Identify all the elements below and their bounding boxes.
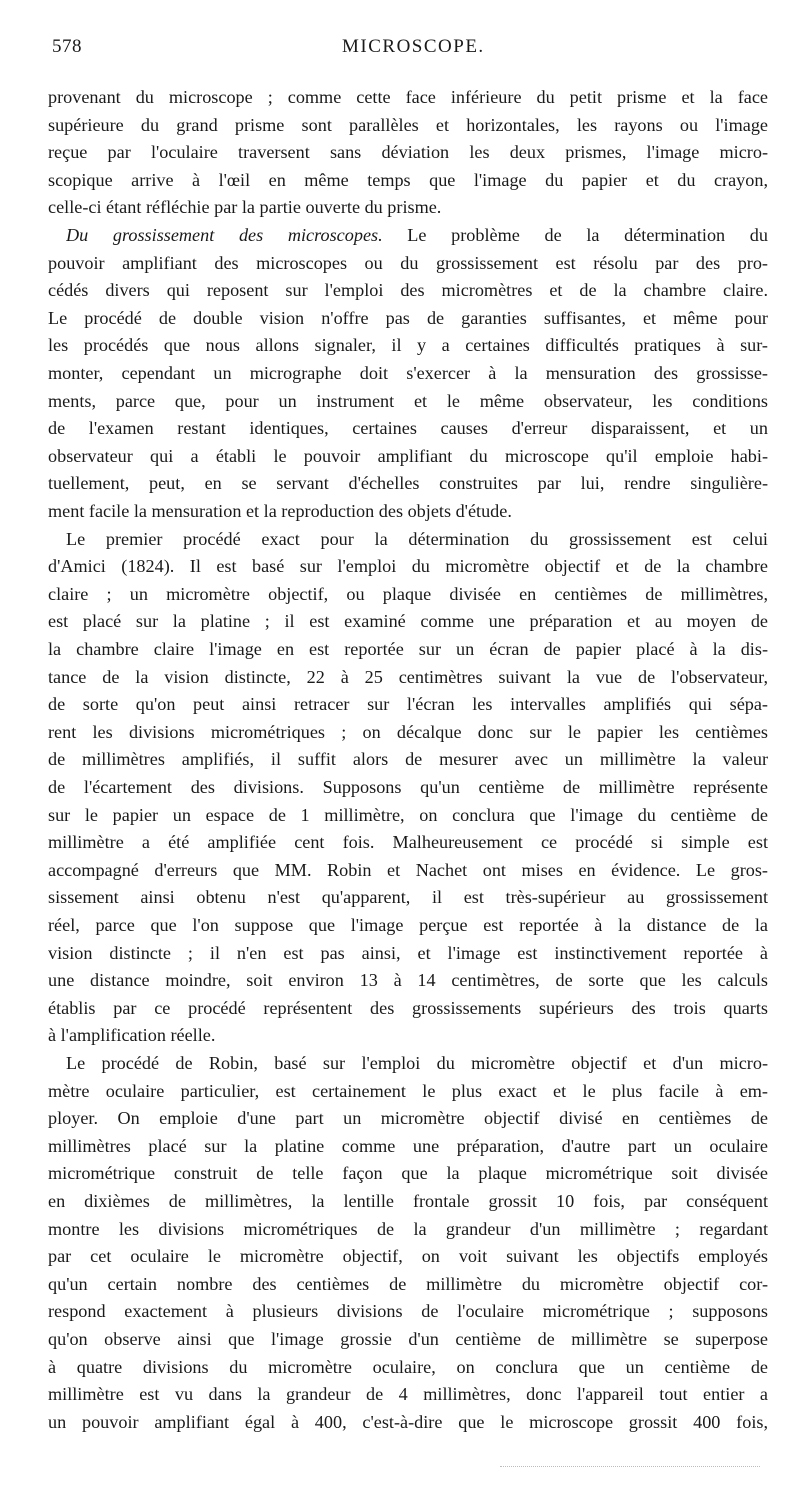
line-text: accompagné d'erreurs que MM. Robin et Nachet ont mises en évidence. Le gros- [48, 859, 768, 880]
text-line [48, 802, 768, 831]
line-text: réel, parce que l'on suppose que l'image perçue est reportée à la distance de la [48, 915, 768, 935]
text-line [48, 1216, 768, 1245]
line-text: vision distincte ; il n'en est pas ainsi, et l'image est instinctivement reportée à [48, 942, 768, 963]
line-text: Le procédé de Robin, basé sur l'emploi du micromètre objectif et d'un micro- [66, 1053, 768, 1073]
text-line [48, 84, 768, 113]
line-text: millimètre a été amplifiée cent fois. Malheureusement ce procédé si simple est [48, 832, 768, 853]
line-text: Le premier procédé exact pour la détermination du grossissement est celui [66, 528, 768, 549]
text-line [48, 305, 768, 334]
text-line [66, 526, 768, 555]
line-text: par cet oculaire le micromètre objectif, on voit suivant les objectifs employés [48, 1246, 768, 1267]
text-line [48, 470, 768, 499]
text-line [48, 1078, 768, 1107]
text-line [48, 1298, 768, 1327]
text-line [48, 388, 768, 417]
text-line [48, 1022, 768, 1051]
line-text: ment facile la mensuration et la reproduction des objets d'étude. [48, 501, 512, 521]
line-text: est placé sur la platine ; il est examiné comme une préparation et au moyen de [48, 611, 768, 632]
line-text: de l'examen restant identiques, certaines causes d'erreur disparaissent, et un [48, 418, 768, 439]
text-line [48, 1271, 768, 1300]
text-line [48, 194, 768, 223]
line-text: claire ; un micromètre objectif, ou plaque divisée en centièmes de millimètres, [48, 583, 768, 604]
text-line [48, 857, 768, 886]
line-text: celle-ci étant réfléchie par la partie ouverte du prisme. [48, 197, 442, 218]
line-text: supérieure du grand prisme sont parallèles et horizontales, les rayons ou l'image [48, 114, 768, 135]
line-text: monter, cependant un micrographe doit s'exercer à la mensuration des grossisse- [48, 363, 768, 383]
text-line [48, 912, 768, 941]
line-text: micrométrique construit de telle façon que la plaque micrométrique soit divisée [48, 1163, 768, 1184]
line-text: tance de la vision distincte, 22 à 25 centimètres suivant la vue de l'observateur, [48, 666, 768, 687]
text-line [48, 112, 768, 141]
line-text: établis par ce procédé représentent des grossissements supérieurs des trois quarts [48, 997, 768, 1018]
line-text: tuellement, peut, en se servant d'échelles construites par lui, rendre singulière- [48, 473, 768, 494]
line-text: millimètres placé sur la platine comme une préparation, d'autre part un oculaire [48, 1135, 768, 1156]
text-line [48, 443, 768, 472]
line-text: la chambre claire l'image en est reportée sur un écran de papier placé à la dis- [48, 639, 768, 659]
line-text: respond exactement à plusieurs divisions de l'oculaire micrométrique ; supposons [48, 1301, 768, 1322]
line-text: les procédés que nous allons signaler, il y a certaines difficultés pratiques à sur- [48, 335, 768, 356]
text-line [48, 332, 768, 361]
text-line [66, 222, 768, 251]
line-text: de millimètres amplifiés, il suffit alors de mesurer avec un millimètre la valeur [48, 749, 768, 770]
text-line [48, 1326, 768, 1355]
line-text: pouvoir amplifiant des microscopes ou du grossissement est résolu par des pro- [48, 252, 768, 273]
line-text: sissement ainsi obtenu n'est qu'apparent, il est très-supérieur au grossissement [48, 887, 768, 908]
line-text: reçue par l'oculaire traversent sans déviation les deux prismes, l'image micro- [48, 142, 768, 163]
text-line [48, 553, 768, 582]
line-text: observateur qui a établi le pouvoir amplifiant du microscope qu'il emploie habi- [48, 445, 768, 466]
running-title: MICROSCOPE. [342, 36, 485, 57]
text-line [48, 1381, 768, 1410]
text-line [48, 250, 768, 279]
line-text: montre les divisions micrométriques de la grandeur d'un millimètre ; regardant [48, 1218, 768, 1239]
text-line [48, 1243, 768, 1272]
line-text: à quatre divisions du micromètre oculaire, on conclura que un centième de [48, 1356, 768, 1377]
line-text: d'Amici (1824). Il est basé sur l'emploi du micromètre objectif et de la chambre [48, 556, 768, 577]
text-line [66, 1050, 768, 1079]
text-line [48, 360, 768, 389]
line-text: Le problème de la détermination du [382, 225, 768, 245]
line-text: sur le papier un espace de 1 millimètre, on conclura que l'image du centième de [48, 804, 768, 825]
line-text: un pouvoir amplifiant égal à 400, c'est-à-dire que le microscope grossit 400 fois, [48, 1411, 768, 1432]
text-line [48, 1133, 768, 1162]
text-line [48, 167, 768, 196]
line-text: de sorte qu'on peut ainsi retracer sur l'écran les intervalles amplifiés qui sépa- [48, 694, 768, 715]
text-line [48, 498, 768, 527]
text-line [48, 1160, 768, 1189]
footer-marks [500, 1466, 760, 1473]
text-line [48, 608, 768, 637]
text-line [48, 1188, 768, 1217]
line-text: cédés divers qui reposent sur l'emploi des micromètres et de la chambre claire. [48, 280, 768, 301]
text-line [48, 829, 768, 858]
text-line [48, 719, 768, 748]
text-line [48, 967, 768, 996]
line-text: mètre oculaire particulier, est certainement le plus exact et le plus facile à em- [48, 1080, 768, 1101]
line-text: une distance moindre, soit environ 13 à 14 centimètres, de sorte que les calculs [48, 970, 768, 991]
text-line [48, 1105, 768, 1134]
text-line [48, 664, 768, 693]
line-text: de l'écartement des divisions. Supposons qu'un centième de millimètre représente [48, 777, 768, 797]
text-line [48, 277, 768, 306]
section-heading: Du grossissement des microscopes. [66, 225, 383, 245]
text-line [48, 884, 768, 913]
line-text: millimètre est vu dans la grandeur de 4 millimètres, donc l'appareil tout entier a [48, 1384, 768, 1405]
text-line [48, 636, 768, 665]
text-line [48, 1409, 768, 1438]
line-text: Le procédé de double vision n'offre pas de garanties suffisantes, et même pour [48, 307, 768, 328]
line-text: rent les divisions micrométriques ; on décalque donc sur le papier les centièmes [48, 721, 768, 742]
page-header [52, 36, 772, 68]
text-line [48, 746, 768, 775]
line-text: en dixièmes de millimètres, la lentille frontale grossit 10 fois, par conséquent [48, 1191, 768, 1211]
page-number: 578 [52, 36, 82, 57]
line-text: provenant du microscope ; comme cette face inférieure du petit prisme et la face [48, 87, 768, 107]
line-text: qu'on observe ainsi que l'image grossie d'un centième de millimètre se superpose [48, 1329, 768, 1349]
text-line [48, 940, 768, 969]
line-text: ments, parce que, pour un instrument et le même observateur, les conditions [48, 390, 768, 411]
text-line [48, 691, 768, 720]
text-line [48, 995, 768, 1024]
line-text: qu'un certain nombre des centièmes de millimètre du micromètre objectif cor- [48, 1273, 768, 1294]
line-text: à l'amplification réelle. [48, 1025, 216, 1046]
text-line [48, 139, 768, 168]
text-line [48, 1354, 768, 1383]
line-text: scopique arrive à l'œil en même temps que l'image du papier et du crayon, [48, 169, 768, 190]
text-line [48, 415, 768, 444]
text-line [48, 774, 768, 803]
text-line [48, 581, 768, 610]
line-text: ployer. On emploie d'une part un micromètre objectif divisé en centièmes de [48, 1108, 768, 1129]
